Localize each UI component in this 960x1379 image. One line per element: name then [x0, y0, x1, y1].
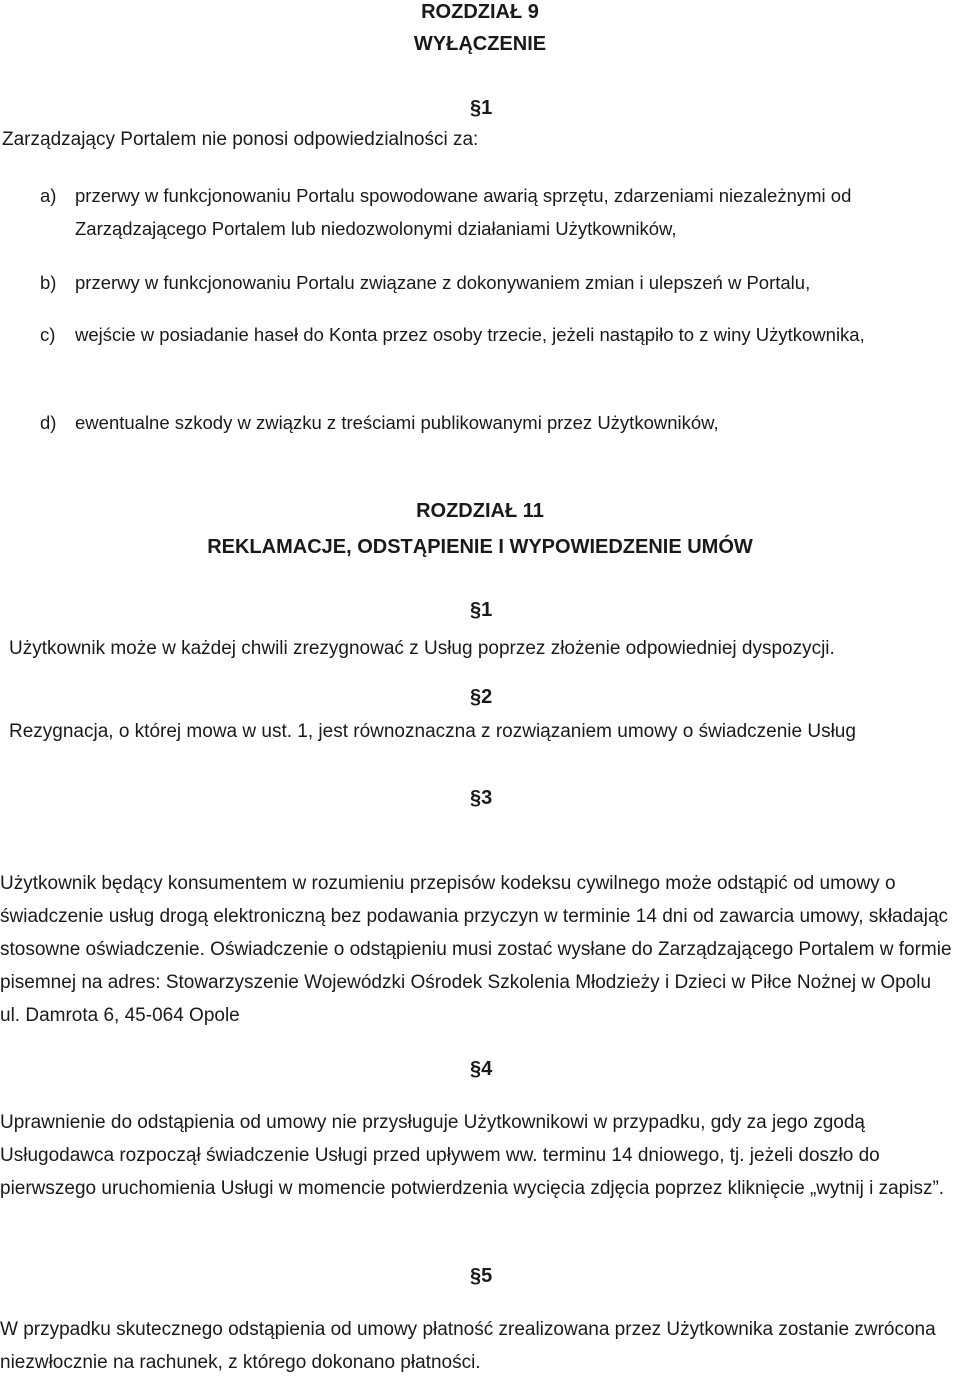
list-item-text: ewentualne szkody w związku z treściami publikowanymi przez Użytkowników, — [75, 412, 719, 433]
section-number: 5 — [481, 1265, 493, 1287]
chapter-11-section-1-heading: §1 — [470, 599, 493, 621]
list-item-text: przerwy w funkcjonowaniu Portalu spowodowane awarią sprzętu, zdarzeniami niezależnymi od Zarządzającego Portalem lub niedozwolonymi działaniami Użytkowników, — [75, 185, 852, 239]
section-number: 2 — [481, 686, 493, 708]
chapter-9-title: WYŁĄCZENIE — [413, 33, 547, 55]
chapter-11-section-3-text: Użytkownik będący konsumentem w rozumieniu przepisów kodeksu cywilnego może odstąpić od umowy o świadczenie usług drogą elektroniczną bez podawania przyczyn w terminie 14 dni od zawarcia umowy, składając stosowne oświadczenie. Oświadczenie o odstąpieniu musi zostać wysłane do Zarządzającego Portalem w formie pisemnej na adres: Stowarzyszenie Wojewódzki Ośrodek Szkolenia Młodzieży i Dzieci w Piłce Nożnej w Opolu ul. Damrota 6, 45-064 Opole — [0, 873, 952, 1026]
list-item-a — [40, 179, 952, 245]
list-item-label: b) — [40, 272, 57, 293]
chapter-11-section-4-heading: §4 — [470, 1058, 493, 1080]
list-item-c — [40, 318, 952, 351]
chapter-11-section-1-text: Użytkownik może w każdej chwili zrezygnować z Usług poprzez złożenie odpowiedniej dyspozycji. — [9, 638, 835, 659]
list-item-label: a) — [40, 185, 57, 206]
chapter-11-label: ROZDZIAŁ 11 — [416, 500, 544, 522]
section-number: 4 — [481, 1058, 493, 1080]
section-number: 3 — [481, 787, 493, 809]
section-number: 1 — [481, 599, 493, 621]
list-item-label: d) — [40, 412, 57, 433]
chapter-11-section-5-heading: §5 — [470, 1265, 493, 1287]
list-item-text: przerwy w funkcjonowaniu Portalu związane z dokonywaniem zmian i ulepszeń w Portalu, — [75, 272, 811, 293]
list-item-b — [40, 266, 952, 299]
section-number: 1 — [481, 97, 493, 119]
chapter-11-section-5-text: W przypadku skutecznego odstąpienia od umowy płatność zrealizowana przez Użytkownika zostanie zwrócona niezwłocznie na rachunek, z którego dokonano płatności. — [0, 1319, 936, 1373]
chapter-9-section-1-heading: §1 — [470, 97, 493, 119]
list-item-text: wejście w posiadanie haseł do Konta przez osoby trzecie, jeżeli nastąpiło to z winy Użytkownika, — [75, 324, 865, 345]
list-item-d — [40, 406, 952, 439]
chapter-11-section-4-text: Uprawnienie do odstąpienia od umowy nie przysługuje Użytkownikowi w przypadku, gdy za jego zgodą Usługodawca rozpoczął świadczenie Usługi przed upływem ww. terminu 14 dniowego, tj. jeżeli doszło do pierwszego uruchomienia Usługi w momencie potwierdzenia wycięcia zdjęcia poprzez kliknięcie „wytnij i zapisz”. — [0, 1112, 945, 1199]
chapter-11-section-2-text: Rezygnacja, o której mowa w ust. 1, jest równoznaczna z rozwiązaniem umowy o świadczenie Usług — [9, 721, 856, 742]
chapter-11-section-3-heading: §3 — [470, 787, 493, 809]
chapter-11-title: REKLAMACJE, ODSTĄPIENIE I WYPOWIEDZENIE UMÓW — [207, 536, 753, 558]
list-item-label: c) — [40, 324, 56, 345]
chapter-11-section-2-heading: §2 — [470, 686, 493, 708]
chapter-9-intro: Zarządzający Portalem nie ponosi odpowiedzialności za: — [2, 129, 479, 150]
chapter-9-label: ROZDZIAŁ 9 — [421, 1, 539, 23]
